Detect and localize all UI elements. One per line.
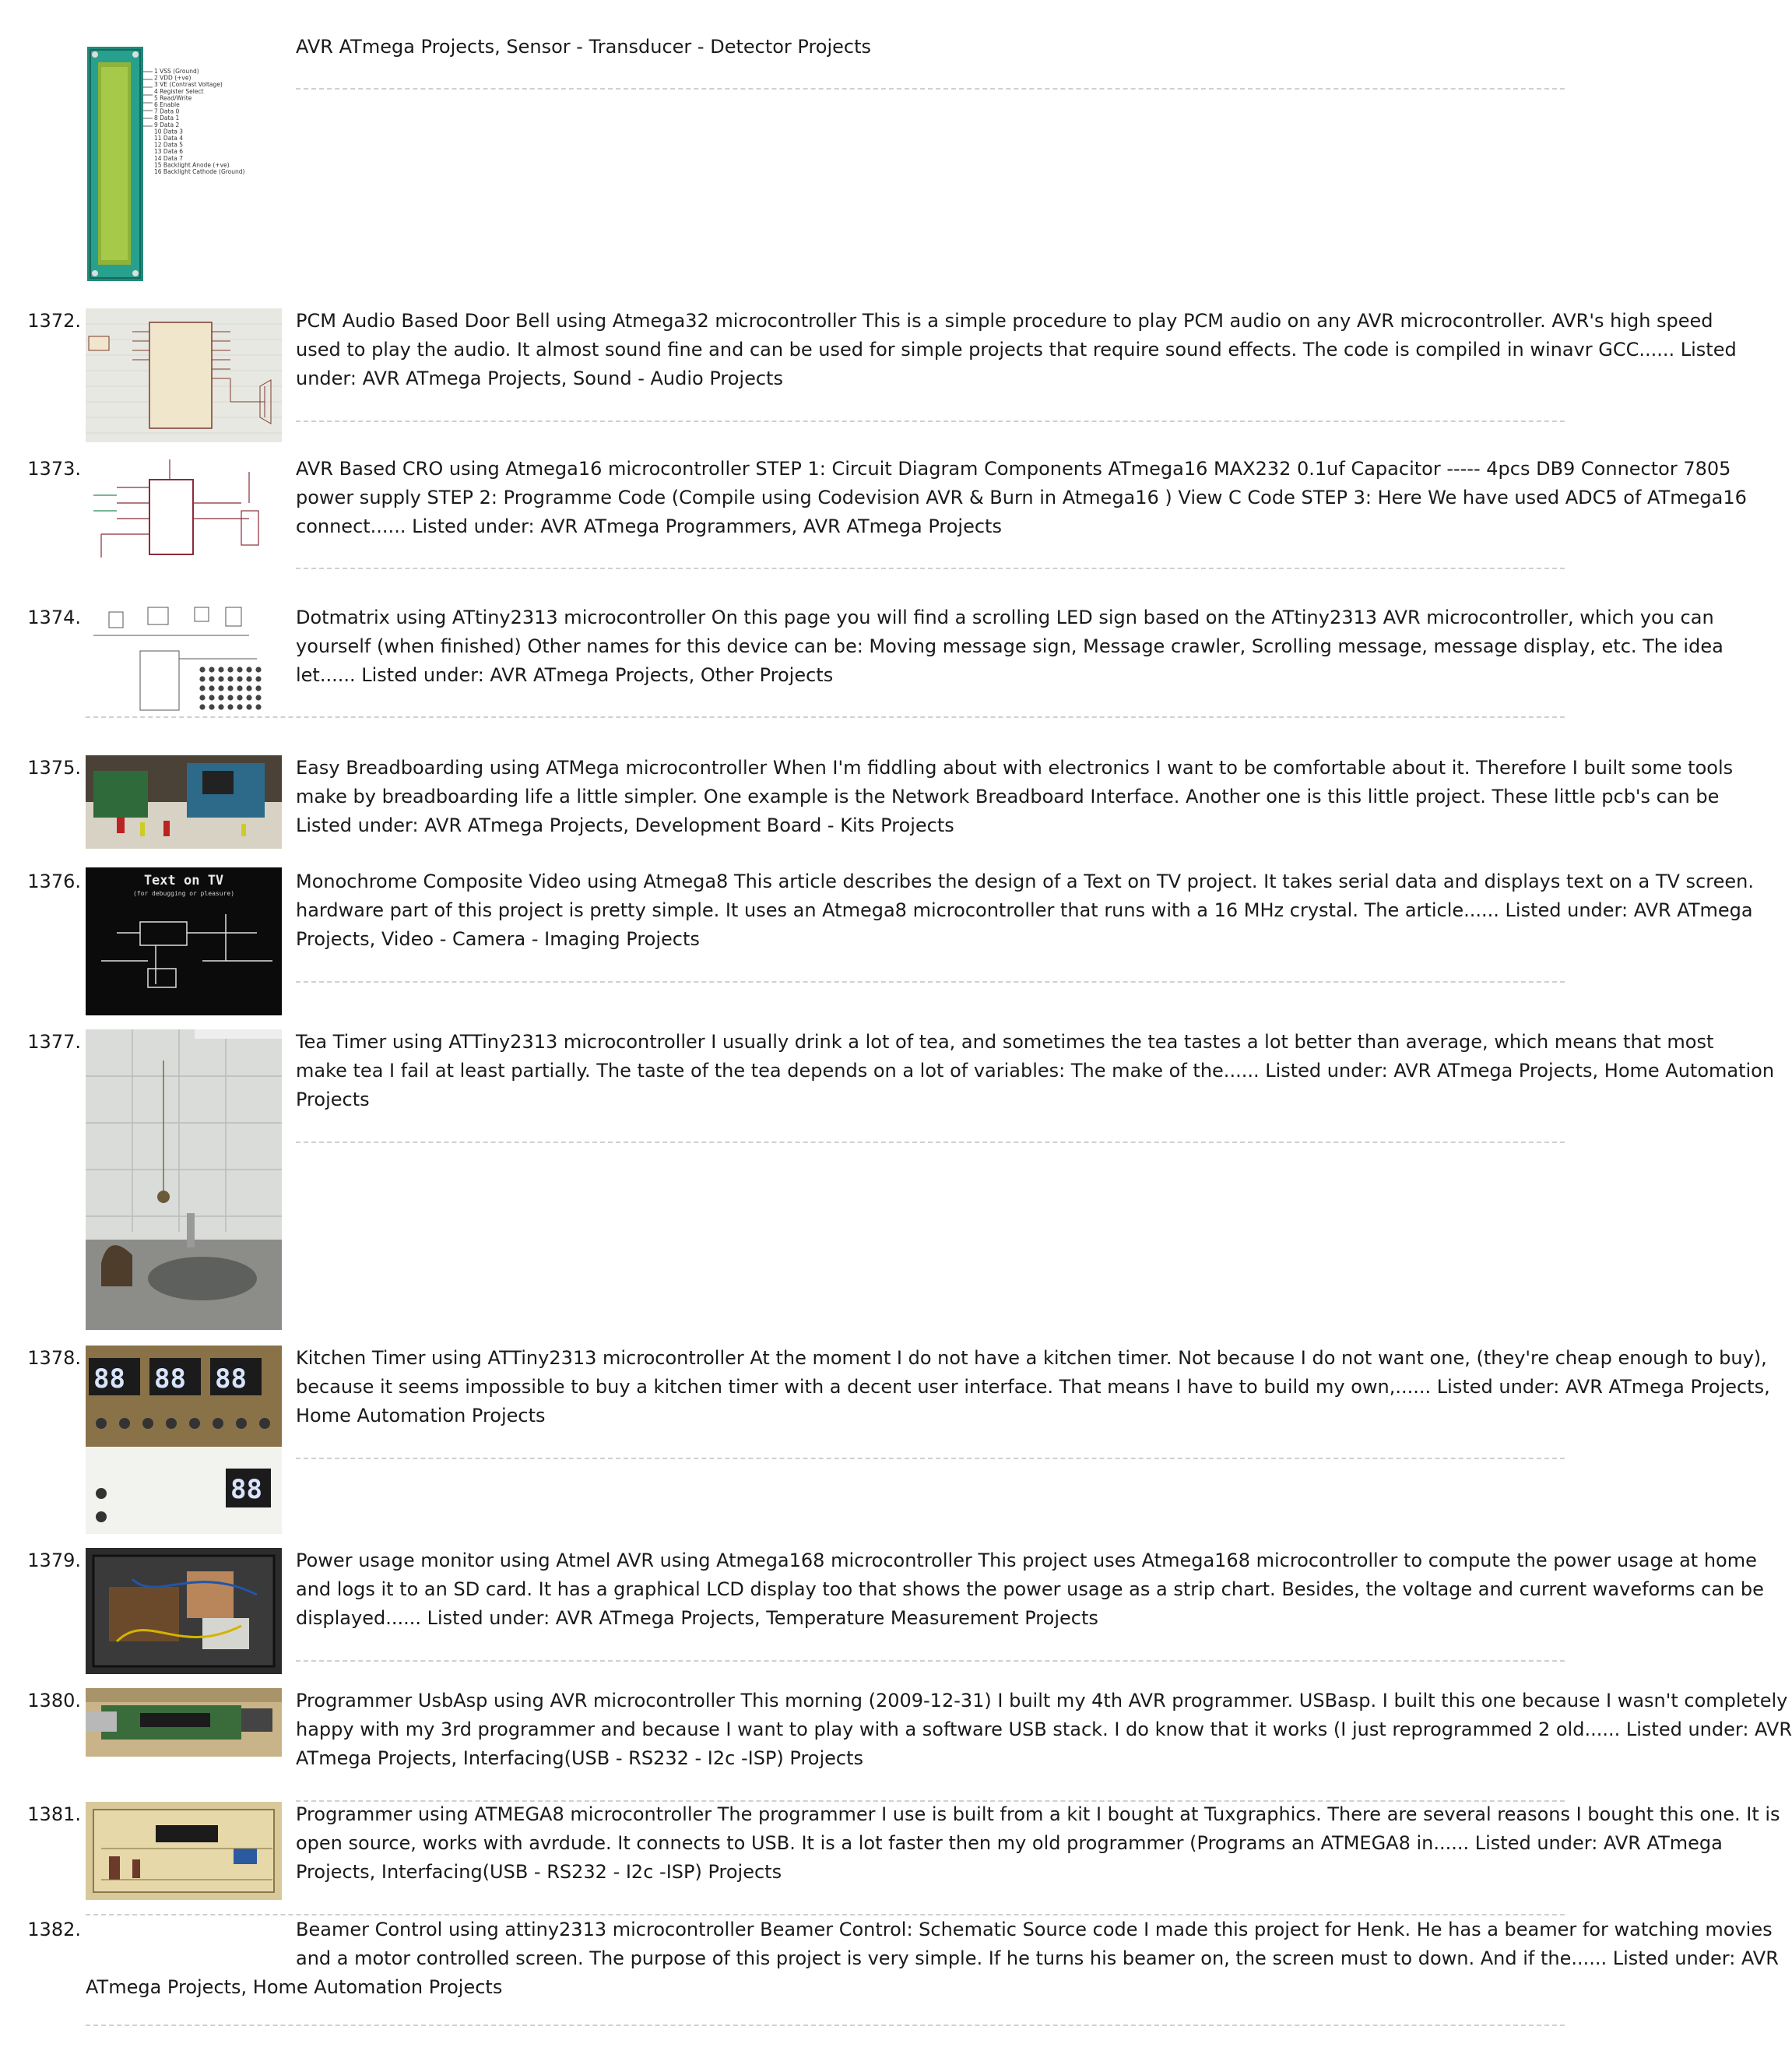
entry-line: Projects, Interfacing(USB - RS232 - I2c -ISP) Projects xyxy=(296,1861,782,1883)
photo-image xyxy=(86,755,282,849)
photo-image xyxy=(86,1346,282,1534)
entry-number: 1381. xyxy=(27,1803,81,1825)
entry-line: AVR Based CRO using Atmega16 microcontroller STEP 1: Circuit Diagram Components ATmega16 MAX232 0.1uf Capacitor ----- 4pcs DB9 Connector 7805 xyxy=(296,458,1731,480)
thumbnail-breadboard-photo[interactable] xyxy=(86,755,282,849)
tv-screen-image xyxy=(86,867,282,1015)
entry-line: open source, works with avrdude. It connects to USB. It is a lot faster then my old programmer (Programs an ATMEGA8 in...... Listed under: AVR ATmega xyxy=(296,1832,1723,1854)
lcd-pin-label: 5 Read/Write xyxy=(154,94,192,102)
led-dot xyxy=(255,695,261,700)
entry-number: 1375. xyxy=(27,757,81,779)
lcd-pin-label: 2 VDD (+ve) xyxy=(154,74,191,82)
lcd-pin-label: 14 Data 7 xyxy=(154,154,183,162)
lcd-pin-label: 1 VSS (Ground) xyxy=(154,68,199,75)
led-dot xyxy=(246,695,251,700)
lcd-pin-label: 8 Data 1 xyxy=(154,114,180,122)
entry-number: 1374. xyxy=(27,607,81,628)
separator xyxy=(86,716,1565,718)
entry-description xyxy=(296,867,1754,954)
entry-number: 1376. xyxy=(27,871,81,892)
entry-description xyxy=(296,1800,1780,1887)
photo-image xyxy=(86,1029,282,1330)
thumbnail-atmega8-programmer-photo[interactable] xyxy=(86,1802,282,1900)
led-dot xyxy=(199,667,205,672)
separator xyxy=(296,568,1565,569)
entry-line: Dotmatrix using ATtiny2313 microcontroller On this page you will find a scrolling LED sign based on the ATtiny2313 AVR microcontroller, which you can xyxy=(296,607,1714,628)
entry-description xyxy=(296,603,1723,690)
entry-line: Easy Breadboarding using ATMega microcontroller When I'm fiddling about with electronics I want to be comfortable about it. Therefore I built some tools xyxy=(296,757,1734,779)
led-dot xyxy=(218,667,223,672)
lcd-pin-label: 11 Data 4 xyxy=(154,135,183,142)
thumbnail-cro-schematic[interactable] xyxy=(86,456,282,567)
entry-number: 1378. xyxy=(27,1347,81,1369)
lcd-pin-label: 3 VE (Contrast Voltage) xyxy=(154,81,223,89)
separator xyxy=(296,1142,1565,1143)
timer-display-digits: 88 xyxy=(215,1363,247,1395)
entry-line: ATmega Projects, Home Automation Projects xyxy=(86,1976,503,1998)
led-dot xyxy=(209,667,214,672)
led-dot xyxy=(218,676,223,681)
separator xyxy=(86,2025,1565,2026)
timer-display-digits: 88 xyxy=(154,1363,186,1395)
entry-line: displayed...... Listed under: AVR ATmega Projects, Temperature Measurement Projects xyxy=(296,1607,1098,1629)
led-dot xyxy=(199,676,205,681)
lcd-pin-label: 12 Data 5 xyxy=(154,141,183,149)
schematic-image xyxy=(86,604,282,721)
separator xyxy=(296,1458,1565,1459)
led-dot xyxy=(227,676,233,681)
entry-line: Home Automation Projects xyxy=(296,1405,546,1427)
separator xyxy=(296,1660,1565,1662)
entry-description xyxy=(296,1915,1779,1973)
led-dot xyxy=(209,695,214,700)
entry-description-tail xyxy=(86,1973,1565,2002)
separator xyxy=(296,88,1565,90)
lcd-pin-label: 6 Enable xyxy=(154,101,180,108)
entry-line: Listed under: AVR ATmega Projects, Development Board - Kits Projects xyxy=(296,814,954,836)
thumbnail-lcd-module[interactable] xyxy=(86,45,282,283)
entry-line: under: AVR ATmega Projects, Sound - Audio Projects xyxy=(296,368,783,389)
led-dot xyxy=(218,685,223,691)
led-dot xyxy=(255,667,261,672)
entry-number: 1373. xyxy=(27,458,81,480)
entry-line: yourself (when finished) Other names for this device can be: Moving message sign, Message crawler, Scrolling message, message display, etc. The idea xyxy=(296,635,1723,657)
led-dot xyxy=(209,676,214,681)
led-dot xyxy=(199,685,205,691)
entry-line: Projects, Video - Camera - Imaging Projects xyxy=(296,928,700,950)
led-dot xyxy=(227,704,233,709)
entry-number: 1382. xyxy=(27,1919,81,1940)
entry-description xyxy=(296,1028,1775,1114)
entry-line: Projects xyxy=(296,1089,370,1110)
thumbnail-power-monitor-photo[interactable] xyxy=(86,1548,282,1674)
entry-line: connect...... Listed under: AVR ATmega Programmers, AVR ATmega Projects xyxy=(296,515,1002,537)
entry-line: Tea Timer using ATTiny2313 microcontroller I usually drink a lot of tea, and sometimes the tea tastes a lot better than average, which means that most xyxy=(296,1031,1714,1053)
entry-line: used to play the audio. It almost sound fine and can be used for simple projects that require sound effects. The code is compiled in winavr GCC...... Listed xyxy=(296,339,1737,361)
entry-line: AVR ATmega Projects, Sensor - Transducer - Detector Projects xyxy=(296,36,872,58)
entry-description xyxy=(296,33,1565,119)
led-dot xyxy=(255,676,261,681)
led-dot xyxy=(218,695,223,700)
entry-number: 1380. xyxy=(27,1690,81,1711)
led-dot xyxy=(237,667,242,672)
entry-description xyxy=(296,1546,1764,1633)
led-dot xyxy=(227,685,233,691)
entry-description xyxy=(296,1344,1770,1430)
timer-display-digits: 88 xyxy=(93,1363,125,1395)
led-dot xyxy=(246,685,251,691)
lcd-pin-label: 13 Data 6 xyxy=(154,148,183,156)
entry-description xyxy=(296,307,1737,393)
thumbnail-tv-text[interactable] xyxy=(86,867,282,1015)
thumbnail-tea-timer-photo[interactable] xyxy=(86,1029,282,1330)
entry-line: let...... Listed under: AVR ATmega Projects, Other Projects xyxy=(296,664,834,686)
led-dot xyxy=(227,695,233,700)
entry-line: and a motor controlled screen. The purpose of this project is very simple. If he turns his beamer on, the screen must to down. And if the...... Listed under: AVR xyxy=(296,1947,1779,1969)
separator xyxy=(296,981,1565,983)
lcd-module-image xyxy=(86,45,282,283)
timer-display-digits: 88 xyxy=(230,1474,262,1505)
led-dot xyxy=(255,704,261,709)
entry-line: because it seems impossible to buy a kitchen timer with a decent user interface. That means I have to build my own,...... Listed under: AVR ATmega Projects, xyxy=(296,1376,1770,1398)
led-dot xyxy=(199,695,205,700)
entry-number: 1379. xyxy=(27,1550,81,1571)
entry-description xyxy=(296,754,1734,840)
led-dot xyxy=(227,667,233,672)
led-dot xyxy=(255,685,261,691)
entry-line: Programmer UsbAsp using AVR microcontroller This morning (2009-12-31) I built my 4th AVR programmer. USBasp. I built this one because I wasn't completely xyxy=(296,1690,1788,1711)
led-dot xyxy=(237,676,242,681)
separator xyxy=(296,420,1565,422)
entry-line: power supply STEP 2: Programme Code (Compile using Codevision AVR & Burn in Atmega16 ) View C Code STEP 3: Here We have used ADC5 of ATmega16 xyxy=(296,487,1747,508)
tv-title: Text on TV xyxy=(143,873,224,888)
entry-description xyxy=(296,1687,1792,1773)
led-dot xyxy=(209,704,214,709)
led-dot xyxy=(237,695,242,700)
photo-image xyxy=(86,1688,282,1757)
thumbnail-kitchen-timer-photo[interactable] xyxy=(86,1346,282,1534)
thumbnail-door-bell-schematic[interactable] xyxy=(86,308,282,442)
entry-line: and logs it to an SD card. It has a graphical LCD display too that shows the power usage as a strip chart. Besides, the voltage and current waveforms can be xyxy=(296,1578,1764,1600)
photo-image xyxy=(86,1802,282,1900)
led-dot xyxy=(218,704,223,709)
lcd-pin-label: 15 Backlight Anode (+ve) xyxy=(154,161,230,169)
led-dot xyxy=(246,704,251,709)
entry-line: Programmer using ATMEGA8 microcontroller The programmer I use is built from a kit I bought at Tuxgraphics. There are several reasons I bought this one. It is xyxy=(296,1803,1780,1825)
entry-line: Power usage monitor using Atmel AVR using Atmega168 microcontroller This project uses Atmega168 microcontroller to compute the power usage at home xyxy=(296,1550,1757,1571)
lcd-pin-label: 7 Data 0 xyxy=(154,107,180,115)
thumbnail-dotmatrix-schematic[interactable] xyxy=(86,604,282,721)
led-dot xyxy=(237,685,242,691)
thumbnail-usbasp-photo[interactable] xyxy=(86,1688,282,1757)
lcd-pin-label: 9 Data 2 xyxy=(154,121,180,128)
entry-number: 1377. xyxy=(27,1031,81,1053)
schematic-image xyxy=(86,456,282,567)
entry-line: Kitchen Timer using ATTiny2313 microcontroller At the moment I do not have a kitchen timer. Not because I do not want one, (they're cheap enough to buy), xyxy=(296,1347,1767,1369)
entry-line: Monochrome Composite Video using Atmega8 This article describes the design of a Text on TV project. It takes serial data and displays text on a TV screen. xyxy=(296,871,1754,892)
entry-line: Beamer Control using attiny2313 microcontroller Beamer Control: Schematic Source code I made this project for Henk. He has a beamer for watching movies xyxy=(296,1919,1773,1940)
photo-image xyxy=(86,1548,282,1674)
led-dot xyxy=(199,704,205,709)
entry-line: hardware part of this project is pretty simple. It uses an Atmega8 microcontroller that runs with a 16 MHz crystal. The article...... Listed under: AVR ATmega xyxy=(296,899,1753,921)
entry-description xyxy=(296,455,1747,541)
entry-line: ATmega Projects, Interfacing(USB - RS232 - I2c -ISP) Projects xyxy=(296,1747,864,1769)
entry-number: 1372. xyxy=(27,310,81,332)
tv-subtitle: (for debugging or pleasure) xyxy=(132,890,235,897)
led-dot xyxy=(246,676,251,681)
entry-line: PCM Audio Based Door Bell using Atmega32 microcontroller This is a simple procedure to play PCM audio on any AVR microcontroller. AVR's high speed xyxy=(296,310,1713,332)
entry-line: happy with my 3rd programmer and because I want to play with a software USB stack. I do know that it works (I just reprogrammed 2 old...... Listed under: AVR xyxy=(296,1718,1792,1740)
led-dot xyxy=(246,667,251,672)
led-dot xyxy=(209,685,214,691)
lcd-pin-label: 16 Backlight Cathode (Ground) xyxy=(154,168,245,175)
lcd-pin-label: 10 Data 3 xyxy=(154,128,183,135)
led-dot xyxy=(237,704,242,709)
entry-line: make by breadboarding life a little simpler. One example is the Network Breadboard Interface. Another one is this little project. These little pcb's can be xyxy=(296,786,1720,807)
entry-line: make tea I fail at least partially. The taste of the tea depends on a lot of variables: The make of the...... Listed under: AVR ATmega Projects, Home Automation xyxy=(296,1060,1775,1082)
lcd-pin-label: 4 Register Select xyxy=(154,87,204,95)
schematic-image xyxy=(86,308,282,442)
